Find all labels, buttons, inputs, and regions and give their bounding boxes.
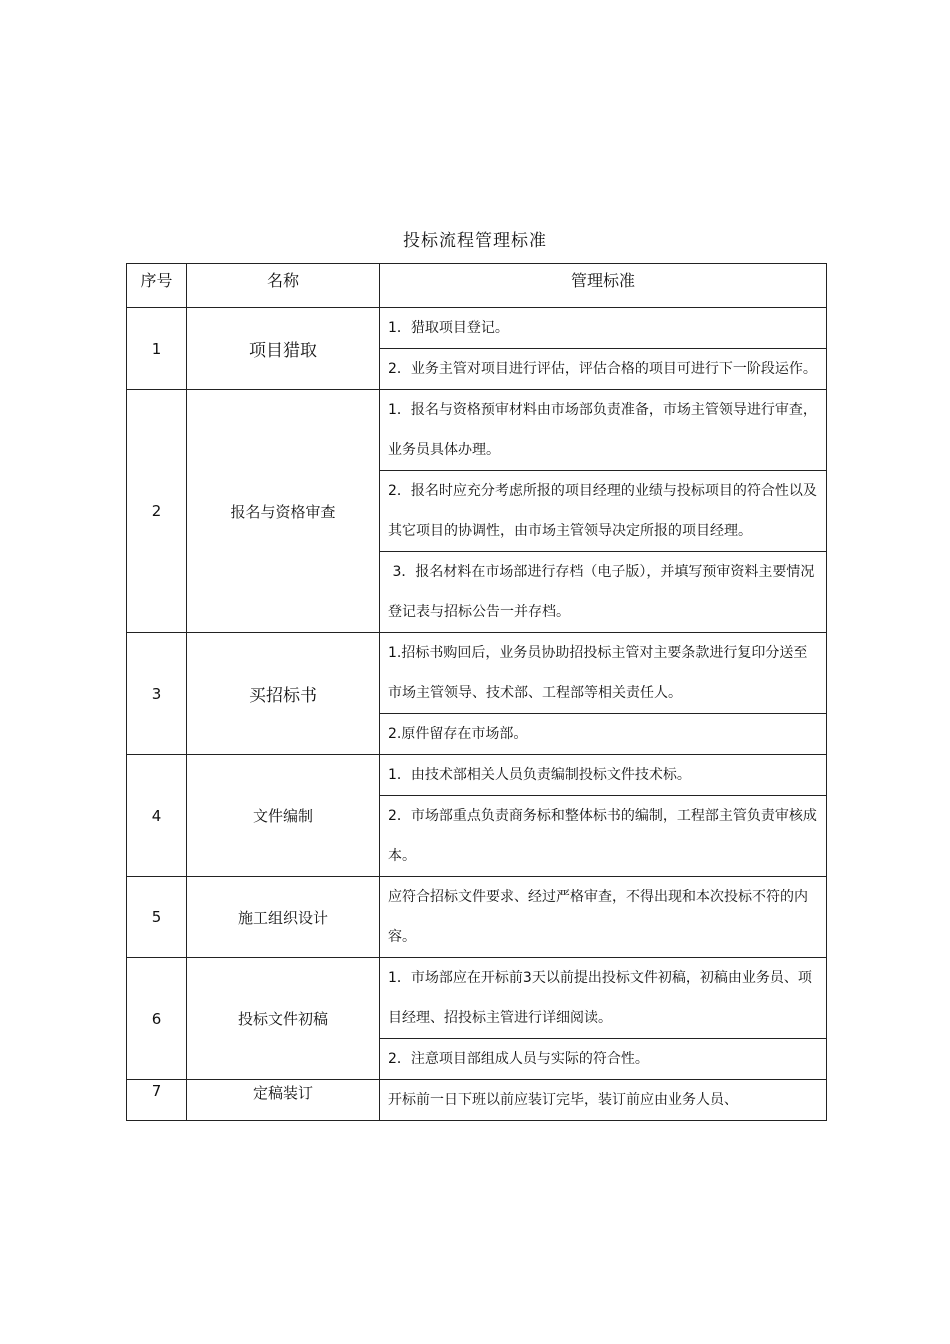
table-row (127, 633, 827, 714)
row-name: 定稿装订 (187, 1080, 380, 1121)
standard-item: 2．报名时应充分考虑所报的项目经理的业绩与投标项目的符合性以及其它项目的协调性，由市场主管领导决定所报的项目经理。 (380, 471, 827, 552)
standard-item: 2．市场部重点负责商务标和整体标书的编制，工程部主管负责审核成本。 (380, 796, 827, 877)
standard-item: 1．猎取项目登记。 (380, 308, 827, 349)
table-row (127, 308, 827, 349)
row-name: 投标文件初稿 (187, 958, 380, 1080)
row-name: 施工组织设计 (187, 877, 380, 958)
row-name: 报名与资格审查 (187, 390, 380, 633)
standard-item: 2．注意项目部组成人员与实际的符合性。 (380, 1039, 827, 1080)
standard-item: 1．市场部应在开标前3天以前提出投标文件初稿，初稿由业务员、项目经理、招投标主管进行详细阅读。 (380, 958, 827, 1039)
table-row (127, 390, 827, 471)
table-row (127, 958, 827, 1039)
row-name: 项目猎取 (187, 308, 380, 390)
row-seq: 1 (127, 308, 187, 390)
header-name: 名称 (187, 264, 380, 308)
row-seq: 2 (127, 390, 187, 633)
row-name: 文件编制 (187, 755, 380, 877)
row-seq: 7 (127, 1080, 187, 1121)
table-row (127, 755, 827, 796)
table-row (127, 1080, 827, 1121)
table-row (127, 877, 827, 958)
standard-item: 1．报名与资格预审材料由市场部负责准备，市场主管领导进行审查，业务员具体办理。 (380, 390, 827, 471)
table-header-row (127, 264, 827, 308)
standard-item: 2．业务主管对项目进行评估，评估合格的项目可进行下一阶段运作。 (380, 349, 827, 390)
standard-item: 2.原件留存在市场部。 (380, 714, 827, 755)
standards-table (126, 263, 827, 1121)
standard-item: 1．由技术部相关人员负责编制投标文件技术标。 (380, 755, 827, 796)
standard-item: 开标前一日下班以前应装订完毕，装订前应由业务人员、 (380, 1080, 827, 1121)
header-seq: 序号 (127, 264, 187, 308)
standard-item: 1.招标书购回后，业务员协助招投标主管对主要条款进行复印分送至市场主管领导、技术部、工程部等相关责任人。 (380, 633, 827, 714)
row-seq: 4 (127, 755, 187, 877)
row-seq: 3 (127, 633, 187, 755)
header-standard: 管理标准 (380, 264, 827, 308)
page-title: 投标流程管理标准 (403, 231, 547, 251)
standard-item: 应符合招标文件要求、经过严格审查，不得出现和本次投标不符的内容。 (380, 877, 827, 958)
row-name: 买招标书 (187, 633, 380, 755)
row-seq: 5 (127, 877, 187, 958)
row-seq: 6 (127, 958, 187, 1080)
standard-item: 3．报名材料在市场部进行存档（电子版），并填写预审资料主要情况登记表与招标公告一并存档。 (380, 552, 827, 633)
